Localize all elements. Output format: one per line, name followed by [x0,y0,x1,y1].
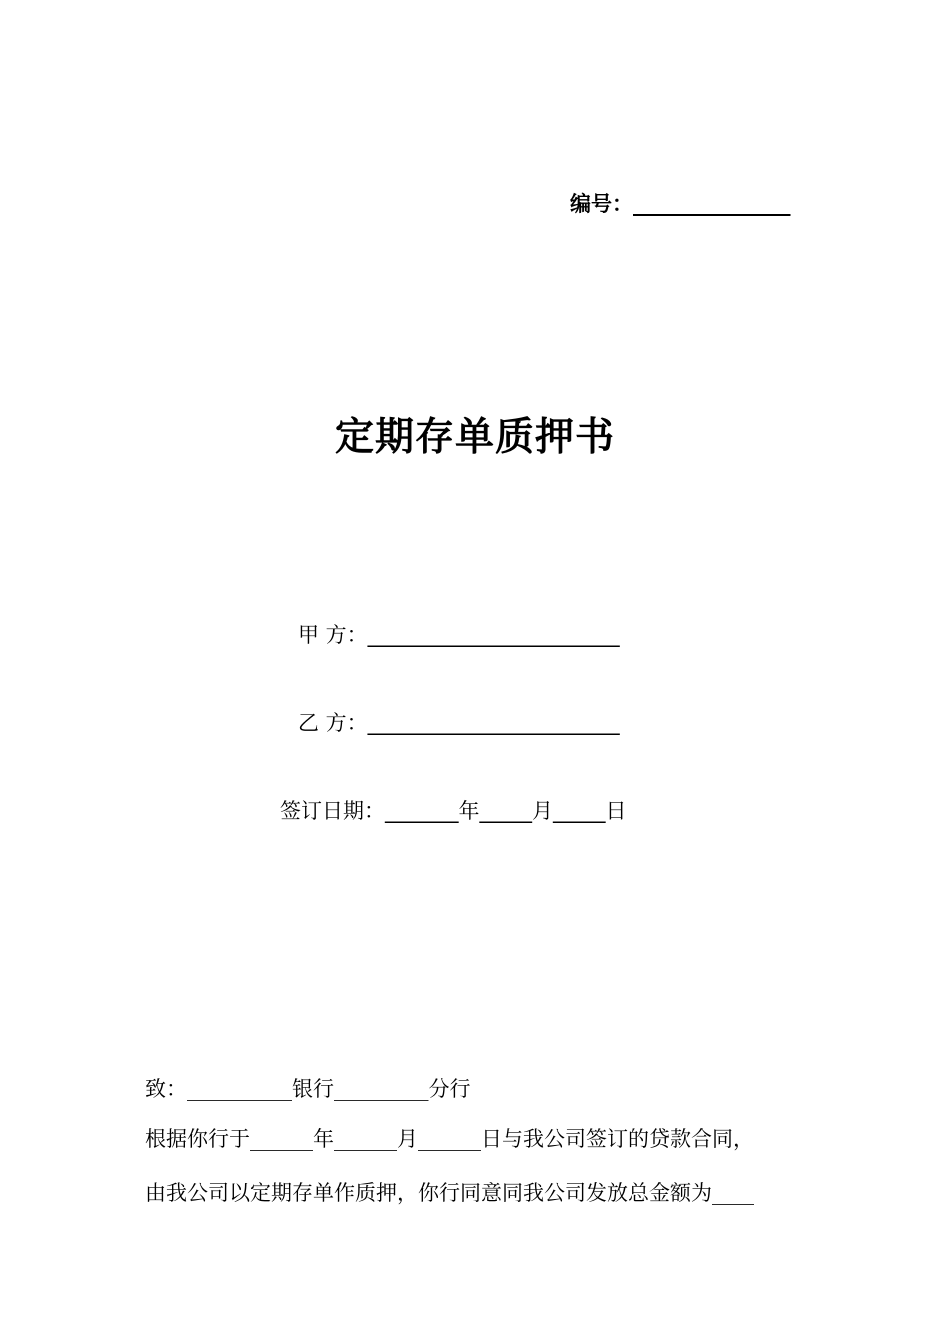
document-title: 定期存单质押书 [334,415,615,460]
party-b-field: 乙 方：________________________ [298,711,620,735]
body-paragraph-line: 根据你行于______年______月______日与我公司签订的贷款合同， [145,1127,754,1151]
party-a-field: 甲 方：________________________ [298,623,620,647]
signing-date-field: 签订日期：_______年_____月_____日 [280,799,627,823]
serial-number-field: 编号：_______________ [570,192,791,216]
addressee-line: 致：__________银行_________分行 [145,1077,471,1101]
body-paragraph-line: 由我公司以定期存单作质押，你行同意同我公司发放总金额为____ [145,1181,754,1205]
